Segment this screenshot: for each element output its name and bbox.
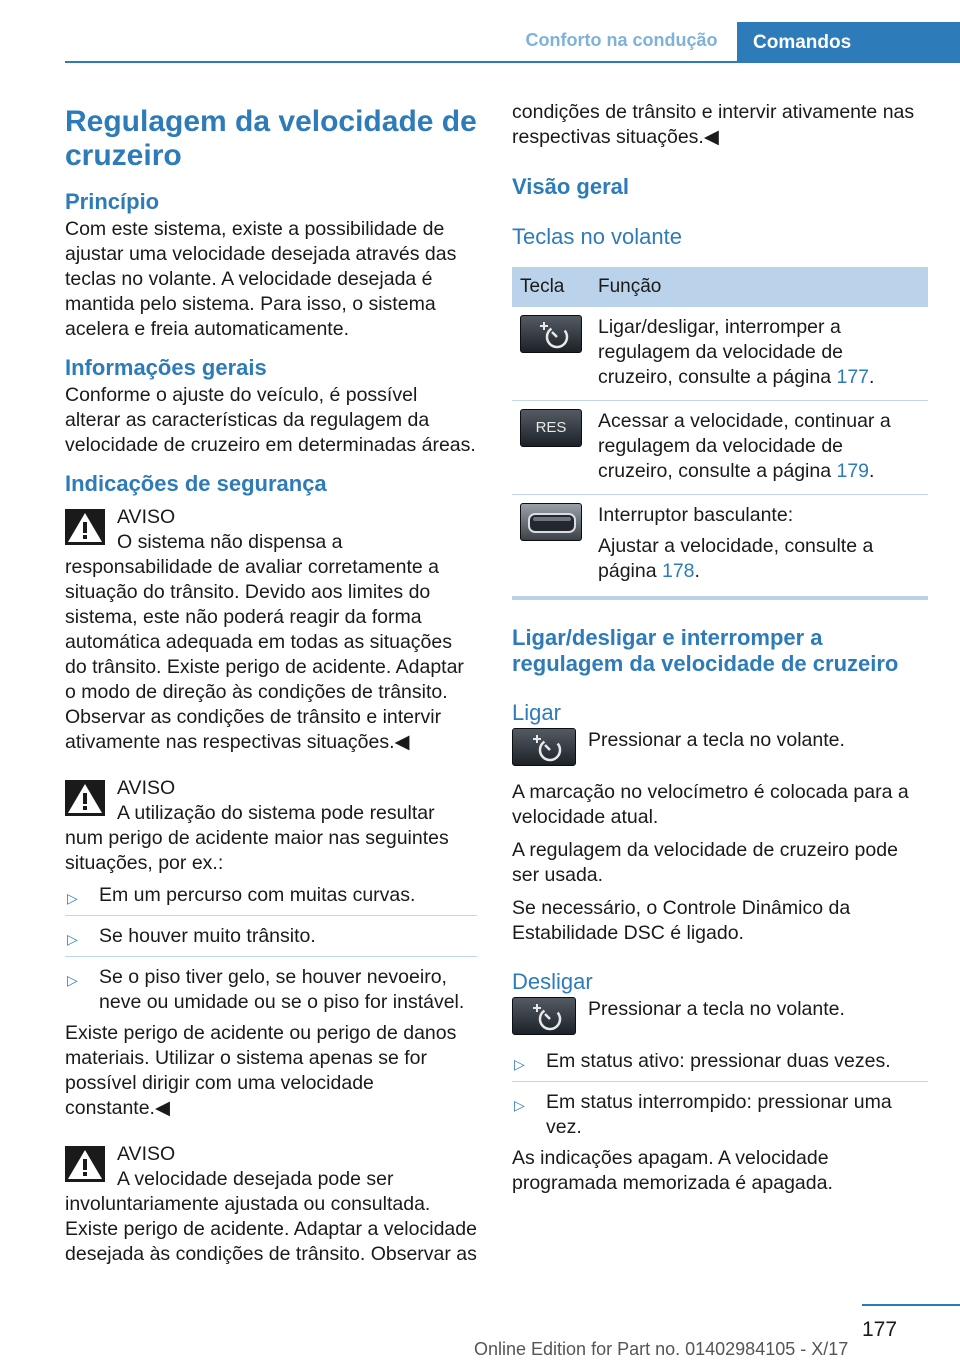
off-heading: Desligar xyxy=(512,969,593,994)
list-item: ▷ Se o piso tiver gelo, se houver nevoeiro, neve ou umidade ou se o piso for instável. xyxy=(67,966,465,1013)
header-rule xyxy=(65,61,960,63)
row-2-function: Acessar a velocidade, continuar a regulagem da velocidade de cruzeiro, consulte a página 179. xyxy=(590,401,928,495)
overview-heading: Visão geral xyxy=(512,174,629,199)
warning-2-list xyxy=(65,883,477,1015)
table-row xyxy=(512,401,928,495)
list-item: ▷ Em status ativo: pressionar duas vezes. xyxy=(512,1049,928,1074)
warning-3-label: AVISO xyxy=(117,1143,176,1165)
row-3-function: Interruptor basculante: Ajustar a velocidade, consulte a página 178. xyxy=(590,495,928,599)
warning-3-text: A velocidade desejada pode ser involuntariamente ajustada ou consultada. Existe perigo de acidente. Adaptar a velocidade desejada às condições de trânsito. Observar as xyxy=(65,1168,477,1265)
page-number: 177 xyxy=(862,1318,898,1341)
page-link-178[interactable]: 178 xyxy=(661,560,695,582)
general-text: Conforme o ajuste do veículo, é possível alterar as características da regulagem da velocidade de cruzeiro em determinadas áreas. xyxy=(65,384,476,456)
header-tab-comandos[interactable]: Comandos xyxy=(737,22,960,63)
safety-heading: Indicações de segurança xyxy=(65,471,327,496)
page-title: Regulagem da velocidade de cruzeiro xyxy=(65,105,477,172)
header-section-title: Conforto na condução xyxy=(525,30,718,50)
warning-1-text: O sistema não dispensa a responsabilidade de avaliar corretamente a situação do trânsito. Devido aos limites do sistema, este não poderá reagir da forma automática adequada em todas as situações do trânsito. Existe perigo de acidente. Adaptar o modo de direção às condições de trânsito. Observar as condições de trânsito e intervir ativamente nas respectivas situações.◀ xyxy=(65,531,464,753)
table-header-row xyxy=(512,267,928,307)
keys-heading: Teclas no volante xyxy=(512,224,682,249)
principle-heading: Princípio xyxy=(65,189,160,214)
cruise-control-key-icon xyxy=(512,728,576,766)
warning-icon xyxy=(65,1146,105,1182)
warning-2 xyxy=(65,776,477,876)
rocker-switch-key-icon xyxy=(520,503,582,541)
off-press-line xyxy=(512,997,928,1037)
on-text-3: Se necessário, o Controle Dinâmico da Estabilidade DSC é ligado. xyxy=(512,897,851,944)
warning-icon xyxy=(65,509,105,545)
warning-2-label: AVISO xyxy=(117,777,176,799)
warning-icon xyxy=(65,780,105,816)
edition-note: Online Edition for Part no. 01402984105 - X/17 xyxy=(474,1339,849,1359)
on-press-text: Pressionar a tecla no volante. xyxy=(588,729,845,751)
bullet-triangle-icon: ▷ xyxy=(67,890,78,906)
on-press-line xyxy=(512,728,928,768)
on-heading: Ligar xyxy=(512,700,561,725)
page-link-177[interactable]: 177 xyxy=(836,366,870,388)
on-text-1: A marcação no velocímetro é colocada para a velocidade atual. xyxy=(512,781,909,828)
right-column xyxy=(512,100,928,1196)
res-key-icon: RES xyxy=(520,409,582,447)
bullet-triangle-icon: ▷ xyxy=(514,1097,525,1113)
bullet-triangle-icon: ▷ xyxy=(67,931,78,947)
onoff-heading: Ligar/desligar e interromper a regulagem da velocidade de cruzeiro xyxy=(512,625,899,676)
row-1-function: Ligar/desligar, interromper a regulagem da velocidade de cruzeiro, consulte a página 177. xyxy=(590,307,928,401)
warning-1 xyxy=(65,505,477,755)
left-column xyxy=(65,100,477,1267)
warning-2-after: Existe perigo de acidente ou perigo de danos materiais. Utilizar o sistema apenas se for possível dirigir com uma velocidade constante.◀ xyxy=(65,1022,457,1119)
col-header-key: Tecla xyxy=(512,267,590,307)
on-text-2: A regulagem da velocidade de cruzeiro pode ser usada. xyxy=(512,839,898,886)
general-heading: Informações gerais xyxy=(65,355,267,380)
cruise-control-key-icon xyxy=(512,997,576,1035)
off-list xyxy=(512,1049,928,1140)
page-link-179[interactable]: 179 xyxy=(836,460,870,482)
off-press-text: Pressionar a tecla no volante. xyxy=(588,998,845,1020)
list-item: ▷ Em status interrompido: pressionar uma vez. xyxy=(514,1091,892,1138)
table-row xyxy=(512,307,928,401)
footer-rule xyxy=(862,1304,960,1306)
bullet-triangle-icon: ▷ xyxy=(67,972,78,988)
bullet-triangle-icon: ▷ xyxy=(514,1056,525,1072)
warning-3 xyxy=(65,1142,477,1267)
warning-2-text: A utilização do sistema pode resultar num perigo de acidente maior nas seguintes situações, por ex.: xyxy=(65,802,449,874)
continuation-text: condições de trânsito e intervir ativamente nas respectivas situações.◀ xyxy=(512,101,915,148)
list-item: ▷ Se houver muito trânsito. xyxy=(65,924,477,949)
off-after: As indicações apagam. A velocidade programada memorizada é apagada. xyxy=(512,1147,833,1194)
list-item: ▷ Em um percurso com muitas curvas. xyxy=(65,883,477,908)
principle-text: Com este sistema, existe a possibilidade de ajustar uma velocidade desejada através das teclas no volante. A velocidade desejada é mantida pelo sistema. Para isso, o sistema acelera e freia automaticamente. xyxy=(65,218,457,340)
keys-table xyxy=(512,267,928,600)
col-header-function: Função xyxy=(590,267,928,307)
warning-1-label: AVISO xyxy=(117,506,176,528)
table-row xyxy=(512,495,928,599)
cruise-control-key-icon xyxy=(520,315,582,353)
